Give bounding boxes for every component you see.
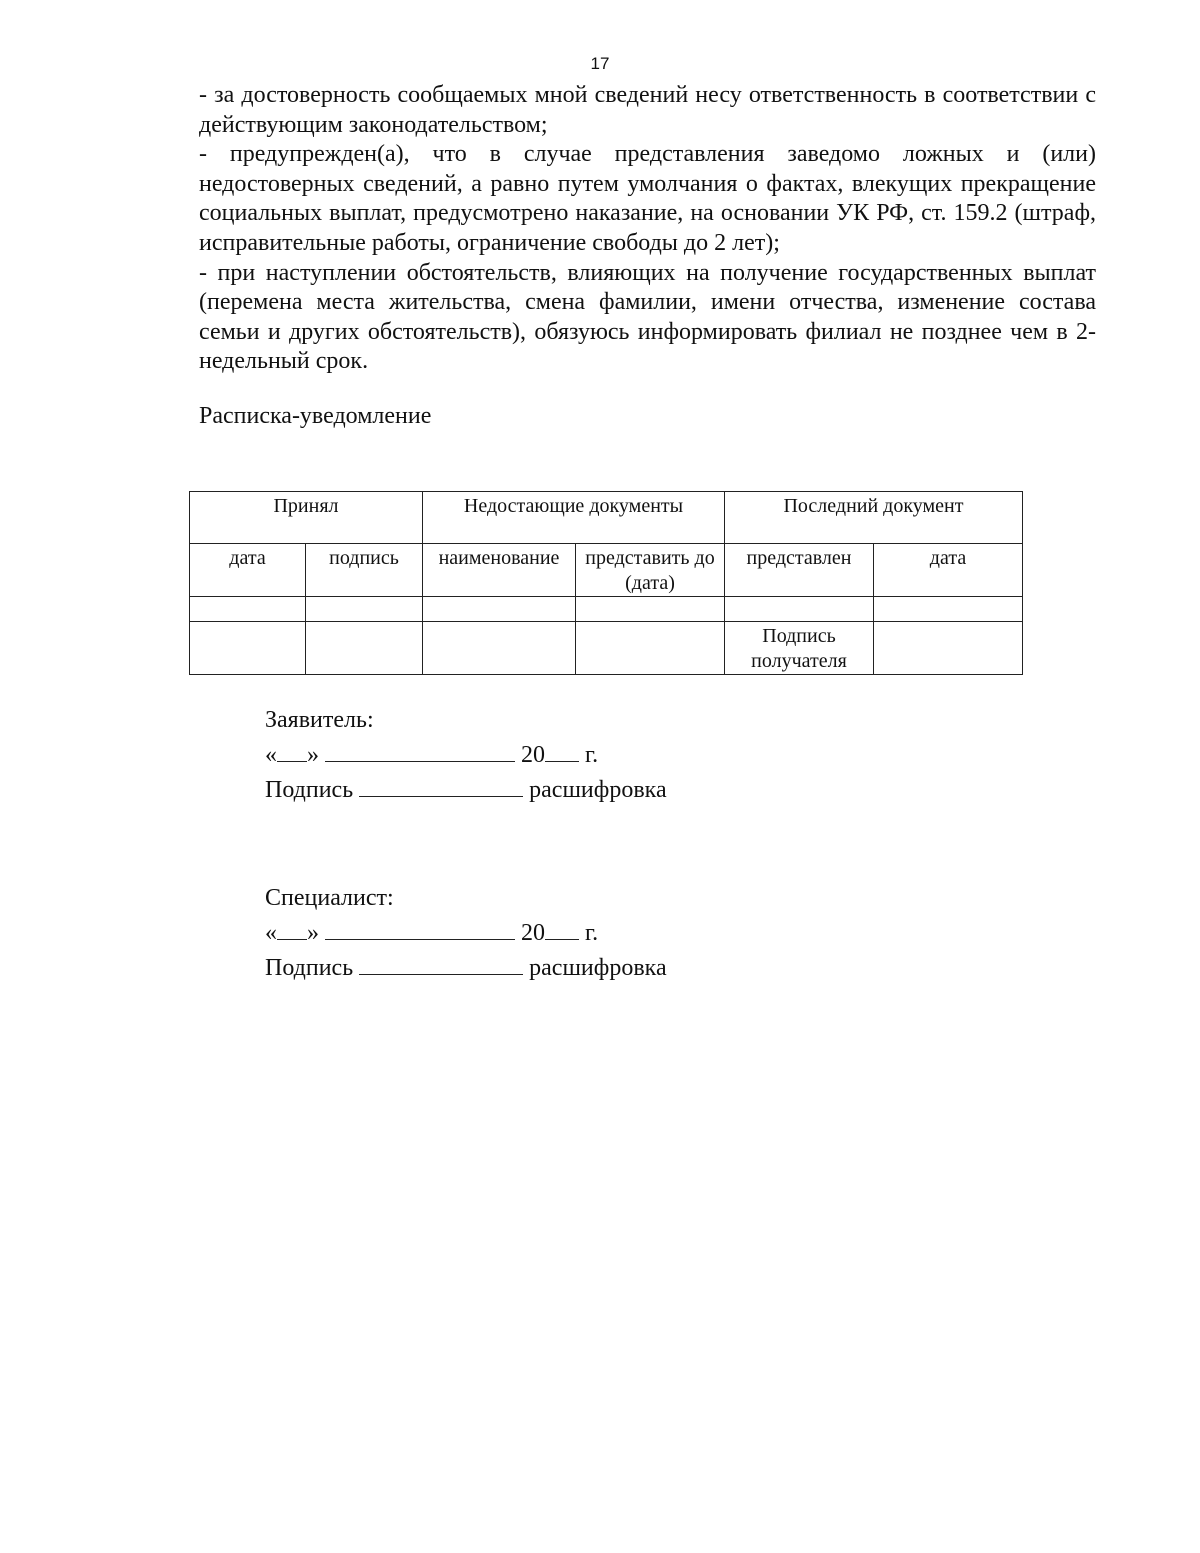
specialist-date-line [265, 916, 667, 951]
table-cell [576, 597, 725, 622]
subheader-name: наименование [423, 544, 576, 597]
signature-blank [359, 952, 523, 975]
year-blank [545, 917, 579, 940]
close-quote: » [307, 920, 319, 946]
table-cell [306, 622, 423, 675]
table-cell [190, 622, 306, 675]
table-cell [874, 622, 1023, 675]
open-quote: « [265, 742, 277, 768]
table-row [190, 622, 1023, 675]
applicant-block [265, 703, 667, 808]
decode-label: расшифровка [529, 777, 667, 803]
decode-label: расшифровка [529, 955, 667, 981]
open-quote: « [265, 920, 277, 946]
recipient-signature-label: Подпись получателя [725, 622, 874, 675]
month-blank [325, 917, 515, 940]
table-cell [874, 597, 1023, 622]
subheader-last-date: дата [874, 544, 1023, 597]
declaration-paragraphs [199, 81, 1096, 377]
subheader-signature: подпись [306, 544, 423, 597]
table-cell [190, 597, 306, 622]
header-accepted: Принял [190, 492, 423, 544]
applicant-date-line [265, 738, 667, 773]
table-row [190, 597, 1023, 622]
paragraph-obligation: - при наступлении обстоятельств, влияющих на получение государственных выплат (перемена места жительства, смена фамилии, имени отчества, изменение состава семьи и других обстоятельств), обязуюсь информировать филиал не позднее чем в 2-недельный срок. [199, 259, 1096, 375]
close-quote: » [307, 742, 319, 768]
year-suffix: г. [585, 920, 599, 946]
table-cell [725, 597, 874, 622]
specialist-label: Специалист: [265, 885, 394, 911]
month-blank [325, 739, 515, 762]
year-prefix: 20 [521, 920, 545, 946]
table-cell [423, 622, 576, 675]
table-group-header-row [190, 492, 1023, 544]
applicant-label: Заявитель: [265, 707, 374, 733]
page-number: 17 [590, 54, 610, 73]
year-suffix: г. [585, 742, 599, 768]
paragraph-responsibility: - за достоверность сообщаемых мной сведений несу ответственность в соответствии с действующим законодательством; [199, 82, 1096, 138]
table-sub-header-row [190, 544, 1023, 597]
subheader-submitted: представлен [725, 544, 874, 597]
subheader-date: дата [190, 544, 306, 597]
specialist-signature-line [265, 951, 667, 986]
specialist-block [265, 881, 667, 986]
receipt-title: Расписка-уведомление [199, 403, 432, 429]
table-cell [306, 597, 423, 622]
year-blank [545, 739, 579, 762]
header-missing-documents: Недостающие документы [423, 492, 725, 544]
table-cell [423, 597, 576, 622]
header-last-document: Последний документ [725, 492, 1023, 544]
subheader-submit-by: представить до (дата) [576, 544, 725, 597]
signature-blank [359, 774, 523, 797]
receipt-table [189, 491, 1023, 675]
day-blank [277, 917, 307, 940]
table-cell [576, 622, 725, 675]
year-prefix: 20 [521, 742, 545, 768]
paragraph-warning: - предупрежден(а), что в случае представления заведомо ложных и (или) недостоверных сведений, а равно путем умолчания о фактах, влекущих прекращение социальных выплат, предусмотрено наказание, на основании УК РФ, ст. 159.2 (штраф, исправительные работы, ограничение свободы до 2 лет); [199, 141, 1096, 256]
day-blank [277, 739, 307, 762]
applicant-signature-line [265, 773, 667, 808]
signature-label: Подпись [265, 777, 354, 803]
signature-label: Подпись [265, 955, 354, 981]
